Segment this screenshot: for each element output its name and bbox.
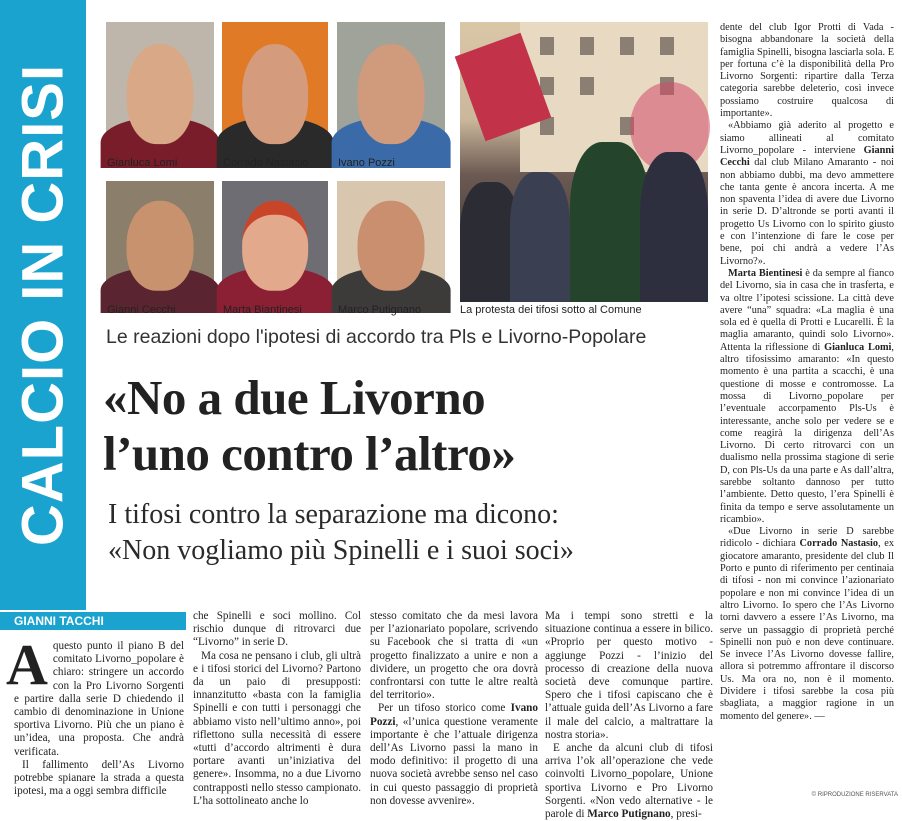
headline-line-1: «No a due Livorno: [103, 370, 486, 425]
paragraph: [370, 702, 538, 808]
paragraph: Ma cosa ne pensano i club, gli ultrà e i tifosi storici del Livorno? Partono da un paio di presupposti: innanzitutto «basta con la famiglia Spinelli e con tutti i personaggi che abbiamo visto nell’ultimo anno», poi riflettono sulla necessità di essere «tutti d’accordo altrimenti è dura portare avanti un’iniziativa del genere». Insomma, no a due Livorno contrapposti nello stesso campionato. L’ha sottolineato anche lo: [193, 649, 361, 807]
deck-line-2: «Non vogliamo più Spinelli e i suoi soci»: [108, 535, 574, 566]
paragraph-text: è da sempre al fianco del Livorno, sia in casa che in trasferta, e va oltre l’ipotesi scissione. La città deve avere “una” squadra: «La maglia è una sola ed è quella di Protti e Lucarelli. È la maglia amaranto, quindi solo Livorno». Attenta la riflessione di: [720, 267, 894, 353]
caption-photo-crowd: La protesta dei tifosi sotto al Comune: [460, 304, 642, 316]
person-shape: [570, 142, 650, 302]
byline: GIANNI TACCHI: [0, 612, 186, 630]
section-sidebar: [0, 0, 86, 610]
deck-line-1: I tifosi contro la separazione ma dicono:: [108, 499, 559, 530]
headline: [103, 370, 515, 482]
paragraph-text: dal club Milano Amaranto - noi non abbiamo dubbi, ma devo ammettere che tanta gente è ancora incerta. A me non spaventa l’idea di avere due Livorno in serie D. D’altronde se porti avanti il progetto Us Livorno con lo spirito giusto e con l’intenzione di fare le cose per bene, poi chi andrà a vedere l’As Livorno?».: [720, 157, 894, 267]
paragraph: dente del club Igor Protti di Vada - bisogna abbandonare la società della famiglia Spinelli, bisogna lasciarla sola. E per fortuna c’è la disponibilità della Pro Livorno Sorgenti: ripartire dalla Terza categoria sarebbe deleterio, così invece possiamo costruire qualcosa di importante».: [720, 22, 894, 120]
article-column-5: [720, 22, 894, 723]
person-name: Gianni Cecchi: [720, 144, 894, 169]
paragraph-text: «Abbiamo già aderito al progetto e siamo allineati al comitato Livorno_popolare - interviene: [720, 120, 894, 156]
caption-photo-2: Corrado Nastasio: [223, 157, 309, 169]
paragraph: [720, 526, 894, 723]
paragraph: [6, 632, 184, 759]
window-shape: [540, 37, 554, 55]
photo-gianni-cecchi: [106, 181, 214, 297]
paragraph: [720, 268, 894, 526]
caption-photo-6: Marco Putignano: [338, 304, 422, 316]
copyright-credit: © RIPRODUZIONE RISERVATA: [811, 792, 898, 798]
article-column-1: [6, 632, 184, 798]
photo-marco-putignano: [337, 181, 445, 297]
photo-corrado-nastasio: [222, 22, 328, 150]
paragraph-text: E anche da alcuni club di tifosi arriva l’ok all’operazione che vede coinvolti Livorno_popolare, Unione sportiva Livorno e Pro Livorno Sorgenti. «Non vedo alternative - le parole di: [545, 742, 713, 821]
paragraph-text: , ex giocatore amaranto, presidente del club Il Porto e punto di riferimento per centinaia di tifosi - non mi convince l’azionariato popolare e non mi convince l’idea di un altro Livorno. Io spero che l’As Livorno torni davvero a essere l’As Livorno, ma serve un passaggio di proprietà perché Spinelli non può e non deve continuare. Se invece l’As Livorno dovesse fallire, allora sì potremmo affrontare il discorso Us. Ma ora no, non è il momento. Dividere i tifosi sarebbe la cosa più sbagliata, a maggior ragione in un momento del genere». —: [720, 538, 894, 722]
window-shape: [580, 77, 594, 95]
paragraph-text: , «l’unica questione veramente importante è che l’attuale dirigenza dell’As Livorno passi la mano in modo definitivo: il progetto di una nuova società avrebbe senso nel caso in cui questo passaggio di proprietà non dovesse avvenire».: [370, 715, 538, 807]
person-name: Gianluca Lomi: [824, 341, 892, 353]
person-name: Ivano Pozzi: [370, 702, 538, 728]
photo-marta-biantinesi: [222, 181, 328, 297]
window-shape: [580, 37, 594, 55]
caption-photo-4: Gianni Cecchi: [107, 304, 176, 316]
section-label: CALCIO IN CRISI: [10, 63, 76, 547]
window-shape: [660, 37, 674, 55]
paragraph-text: «Due Livorno in serie D sarebbe ridicolo - dichiara: [720, 526, 894, 550]
paragraph: Ma i tempi sono stretti e la situazione continua a essere in bilico. «Proprio per questo motivo - aggiunge Pozzi - l’inizio del processo di creazione della nuova società deve comunque partire. Spero che i tifosi capiscano che è l’attuale guida dell’As Livorno a fare il male del calcio, a maltrattare la nostra storia».: [545, 610, 713, 741]
photo-ivano-pozzi: [337, 22, 445, 150]
paragraph-text: Per un tifoso storico come: [378, 702, 511, 715]
paragraph-text: questo punto il piano B del comitato Livorno_popolare è chiaro: stringere un accordo con la Pro Livorno Sorgenti e partire dalla serie D chiedendo il cambio di denominazione in Unione sportiva Livorno. Più che un piano è un’idea, una proposta. Che andrà verificata.: [14, 640, 184, 758]
paragraph: stesso comitato che da mesi lavora per l’azionariato popolare, scrivendo su Facebook che si tratta di «un progetto finalizzato a unire e non a dividere, un progetto che ora dovrà confrontarsi con tutte le altre realtà del territorio».: [370, 610, 538, 702]
caption-photo-1: Gianluca Lomi: [107, 157, 178, 169]
paragraph: [545, 742, 713, 821]
window-shape: [620, 37, 634, 55]
subheadline: Le reazioni dopo l'ipotesi di accordo tra Pls e Livorno-Popolare: [106, 326, 647, 348]
article-column-3: [370, 610, 538, 808]
person-name: Marco Putignano: [587, 808, 671, 821]
person-shape: [640, 152, 708, 302]
caption-photo-5: Marta Biantinesi: [223, 304, 302, 316]
paragraph: [720, 120, 894, 268]
person-name: Marta Bientinesi: [728, 267, 803, 279]
photo-gianluca-lomi: [106, 22, 214, 150]
paragraph: Il fallimento dell’As Livorno potrebbe spianare la strada a questa ipotesi, ma a oggi sembra difficile: [14, 758, 184, 798]
paragraph-text: , presi-: [670, 808, 702, 821]
photo-protest-crowd: [460, 22, 708, 300]
paragraph-text: , altro tifosissimo amaranto: «In questo momento è una partita a scacchi, è una questione di mosse e contromosse. La mossa di Livorno_popolare per l’eventuale accorpamento Pls-Us è interessante, anche solo per vedere se e come reagirà la dirigenza dell’As Livorno. Di certo ritrovarci con un dualismo nella prossima stagione di serie D, con Pls-Us da una parte e As dall’altra, sarebbe soltanto dannoso per tutto l’ambiente. Detto questo, l’era Spinelli è finita da tempo e serve assolutamente un ricambio».: [720, 341, 894, 525]
paragraph: che Spinelli e soci mollino. Col rischio dunque di ritrovarci due “Livorno” in serie D.: [193, 610, 361, 649]
person-name: Corrado Nastasio: [799, 538, 879, 550]
deck: [108, 497, 574, 569]
article-column-4: [545, 610, 713, 821]
dropcap: A: [6, 632, 48, 697]
caption-photo-3: Ivano Pozzi: [338, 157, 395, 169]
article-column-2: [193, 610, 361, 808]
person-shape: [510, 172, 570, 302]
headline-line-2: l’uno contro l’altro»: [103, 426, 516, 481]
